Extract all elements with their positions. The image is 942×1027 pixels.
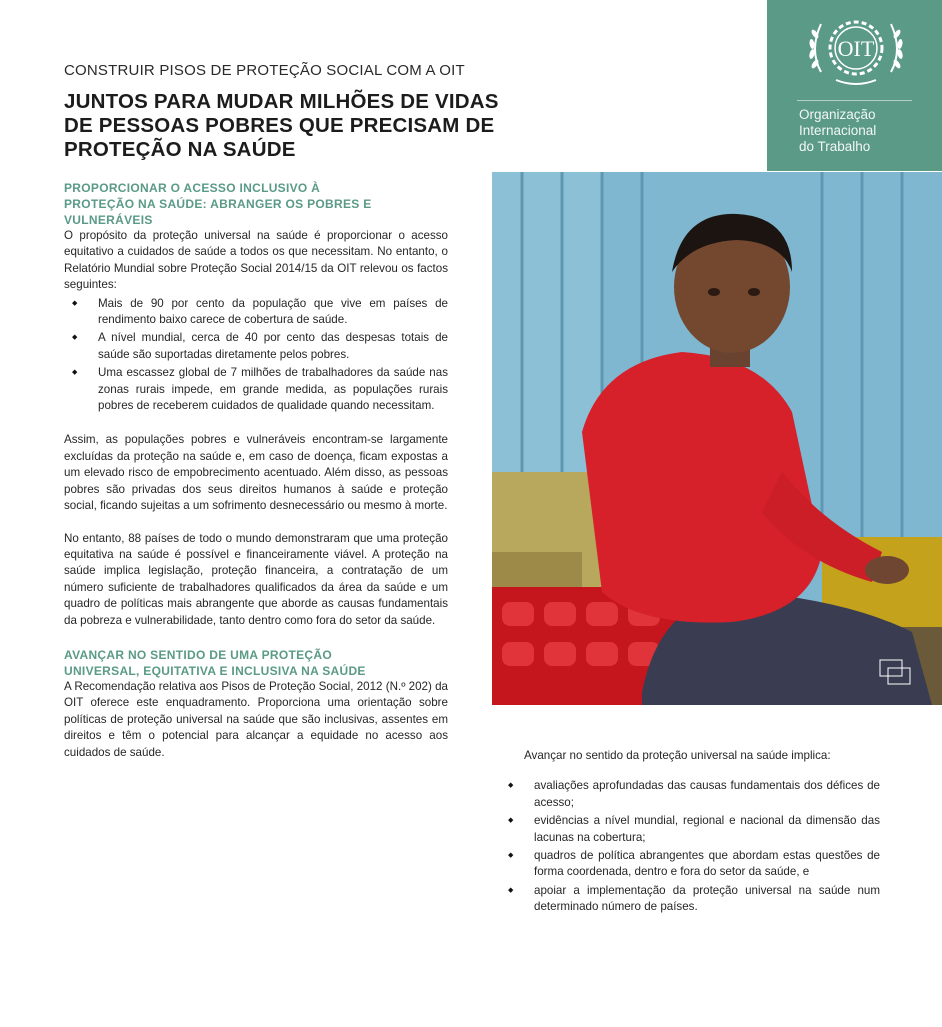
title-line: PROTEÇÃO NA SAÚDE [64,138,296,161]
ilo-logo [801,10,911,90]
section-heading [64,647,448,679]
facts-list [64,296,448,415]
org-name [799,107,876,155]
heading-line: AVANÇAR NO SENTIDO DE UMA PROTEÇÃO [64,647,332,662]
page-title [64,90,624,162]
paragraph: A Recomendação relativa aos Pisos de Proteção Social, 2012 (N.º 202) da OIT oferece este enquadramento. Proporciona uma orientação sobre políticas de proteção universal na saúde que são inclusivas, assentes em direitos e têm o potencial para alcançar a equidade no acesso aos cuidados de saúde. [64,679,448,759]
kicker: CONSTRUIR PISOS DE PROTEÇÃO SOCIAL COM A OIT [64,62,465,79]
title-line: JUNTOS PARA MUDAR MILHÕES DE VIDAS [64,90,499,113]
intro-paragraph: O propósito da proteção universal na saúde é proporcionar o acesso equitativo a cuidados de saúde a todos os que necessitam. No entanto, o Relatório Mundial sobre Proteção Social 2014/15 da OIT relevou os factos seguintes: [64,229,448,292]
list-item: ◆ evidências a nível mundial, regional e nacional da dimensão das lacunas na cobertura; [500,813,880,846]
heading-line: PROPORCIONAR O ACESSO INCLUSIVO À [64,181,321,195]
list-item: ◆ Mais de 90 por cento da população que vive em países de rendimento baixo carece de cobertura de saúde. [64,296,448,329]
org-line: do Trabalho [799,139,871,154]
svg-text:OIT: OIT [837,36,875,61]
right-column [500,748,880,918]
heading-line: PROTEÇÃO NA SAÚDE: ABRANGER OS POBRES E [64,197,372,211]
intro-paragraph: Avançar no sentido da proteção universal na saúde implica: [524,749,831,762]
list-item: ◆ A nível mundial, cerca de 40 por cento das despesas totais de saúde são suportadas diretamente pelos pobres. [64,330,448,363]
list-item: ◆ Uma escassez global de 7 milhões de trabalhadores da saúde nas zonas rurais impede, em grande medida, as populações rurais pobres de receberem cuidados de qualidade quando necessitam. [64,365,448,414]
ilo-brand-panel [767,0,942,171]
left-column [64,180,448,761]
org-line: Organização [799,107,876,122]
list-item: ◆ apoiar a implementação da proteção universal na saúde num determinado número de países. [500,883,880,916]
list-item: ◆ avaliações aprofundadas das causas fundamentais dos défices de acesso; [500,778,880,811]
paragraph: No entanto, 88 países de todo o mundo demonstraram que uma proteção equitativa na saúde é possível e financeiramente viável. A proteção na saúde implica legislação, proteção financeira, a contratação de um número suficiente de trabalhadores qualificados da área da saúde e um quadro de políticas mais abrangente que aborde as causas fundamentais da pobreza e vulnerabilidade, tanto dentro como fora do setor da saúde. [64,531,448,627]
paragraph: Assim, as populações pobres e vulneráveis encontram-se largamente excluídas da proteção na saúde e, em caso de doença, ficam expostas a um elevado risco de empobrecimento acentuado. Além disso, as pessoas pobres são privadas dos seus direitos humanos à saúde e proteção social, ficando sujeitas a um sofrimento desnecessário ou mesmo à morte. [64,433,448,513]
heading-line: UNIVERSAL, EQUITATIVA E INCLUSIVA NA SAÚDE [64,663,366,678]
section-heading [64,180,448,228]
photo-child-red-sweater [492,172,942,705]
brand-rule [797,100,912,101]
list-item: ◆ quadros de política abrangentes que abordam estas questões de forma coordenada, dentro e fora do setor da saúde, e [500,848,880,881]
org-line: Internacional [799,123,877,138]
heading-line: VULNERÁVEIS [64,213,153,227]
title-line: DE PESSOAS POBRES QUE PRECISAM DE [64,114,495,137]
actions-list [500,778,880,915]
